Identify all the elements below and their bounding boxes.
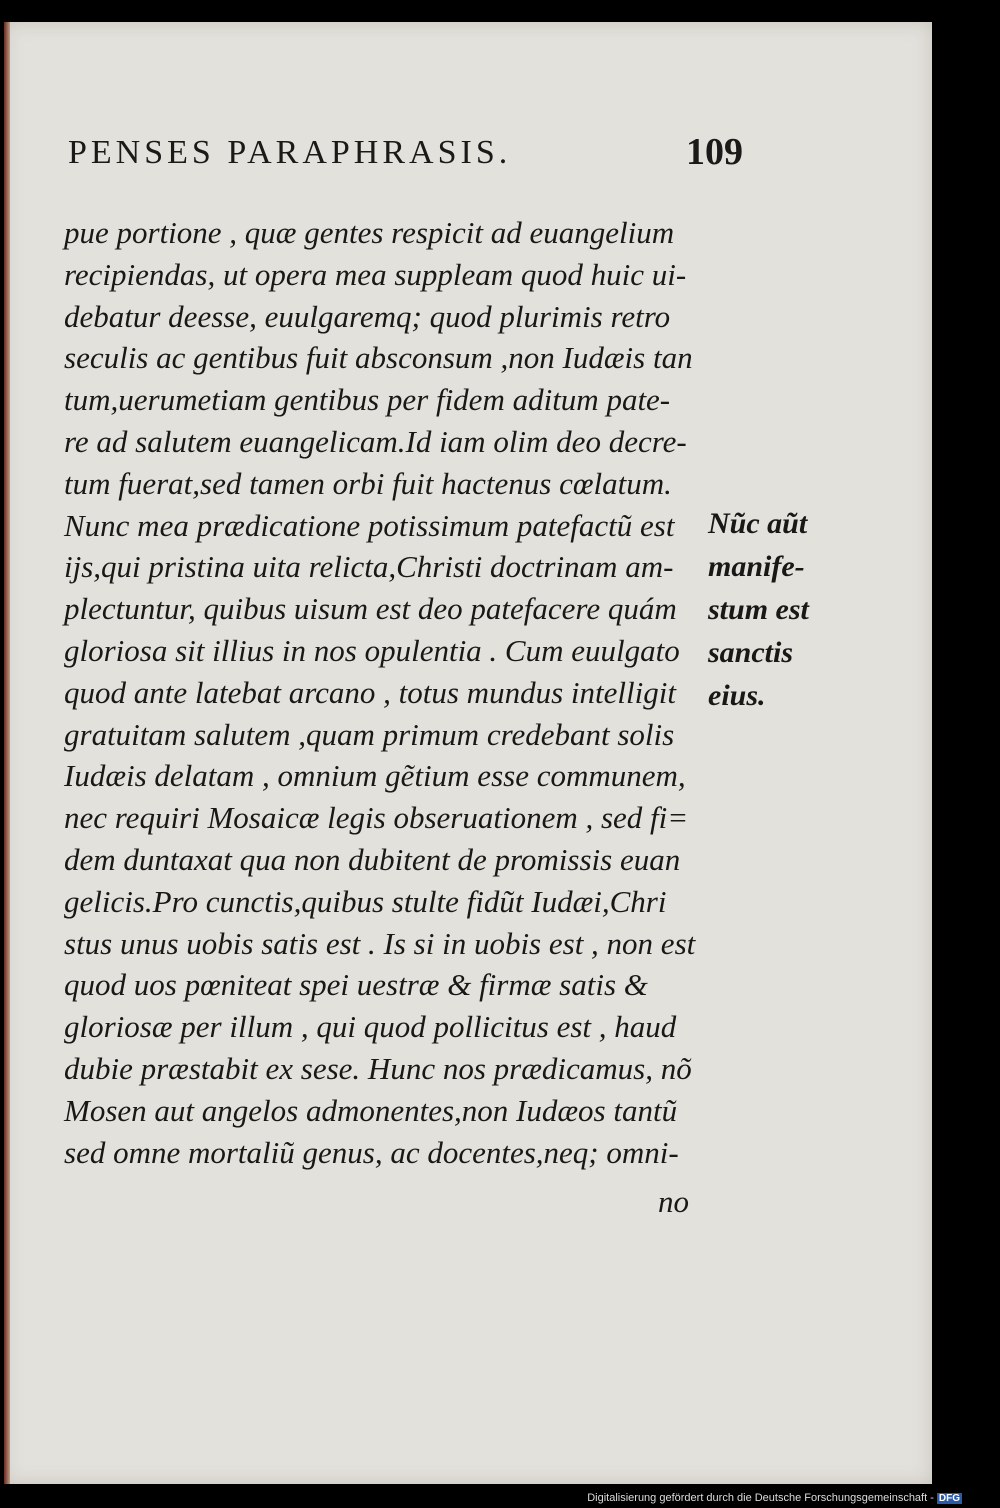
credit-text: Digitalisierung gefördert durch die Deutsche Forschungsgemeinschaft -	[587, 1492, 934, 1504]
running-head: PENSES PARAPHRASIS.	[68, 134, 512, 171]
margin-note-line: Nũc aũt	[708, 507, 808, 540]
dfg-logo: DFG	[938, 1492, 960, 1504]
body-line: gloriosæ per illum , qui quod pollicitus est , haud	[64, 1009, 677, 1045]
margin-note-line: sanctis	[708, 636, 794, 669]
body-line: sed omne mortaliũ genus, ac docentes,neq; omni-	[64, 1134, 679, 1170]
margin-note-line: stum est	[708, 593, 809, 626]
body-line: plectuntur, quibus uisum est deo patefacere quám	[64, 591, 677, 627]
body-line: tum fuerat,sed tamen orbi fuit hactenus cœlatum.	[64, 465, 672, 501]
book-page	[4, 22, 932, 1484]
catchword: no	[658, 1184, 689, 1219]
body-line: seculis ac gentibus fuit absconsum ,non Iudæis tan	[64, 340, 693, 376]
body-line: gloriosa sit illius in nos opulentia . Cum euulgato	[64, 632, 680, 668]
body-line: debatur deesse, euulgaremq; quod plurimis retro	[64, 298, 671, 334]
body-line: dem duntaxat qua non dubitent de promissis euan	[64, 841, 681, 877]
digitization-credit	[587, 1492, 962, 1504]
body-line: pue portione , quæ gentes respicit ad euangelium	[64, 215, 675, 250]
body-line: tum,uerumetiam gentibus per fidem aditum pate-	[64, 382, 671, 418]
page-binding-edge	[4, 22, 10, 1484]
margin-note	[708, 502, 838, 717]
body-line: nec requiri Mosaicæ legis obseruationem , sed fi=	[64, 800, 689, 836]
body-line: Nunc mea prædicatione potissimum patefactũ est	[64, 507, 675, 543]
body-line: quod ante latebat arcano , totus mundus intelligit	[64, 674, 676, 710]
body-line: re ad salutem euangelicam.Id iam olim deo decre-	[64, 423, 687, 459]
body-text	[64, 212, 704, 1173]
body-line: Iudæis delatam , omnium gẽtium esse communem,	[64, 758, 686, 794]
body-line: ijs,qui pristina uita relicta,Christi doctrinam am-	[64, 549, 674, 585]
body-line: recipiendas, ut opera mea suppleam quod huic ui-	[64, 256, 687, 292]
body-line: gelicis.Pro cunctis,quibus stulte fidũt Iudæi,Chri	[64, 883, 667, 919]
body-line: dubie præstabit ex sese. Hunc nos prædicamus, nõ	[64, 1050, 692, 1086]
body-line: stus unus uobis satis est . Is si in uobis est , non est	[64, 925, 696, 961]
page-number: 109	[686, 131, 743, 173]
body-line: Mosen aut angelos admonentes,non Iudæos tantũ	[64, 1092, 678, 1128]
body-line: gratuitam salutem ,quam primum credebant solis	[64, 716, 675, 752]
margin-note-line: eius.	[708, 679, 766, 712]
margin-note-line: manife-	[708, 550, 805, 583]
body-line: quod uos pœniteat spei uestræ & firmæ satis &	[64, 967, 648, 1003]
